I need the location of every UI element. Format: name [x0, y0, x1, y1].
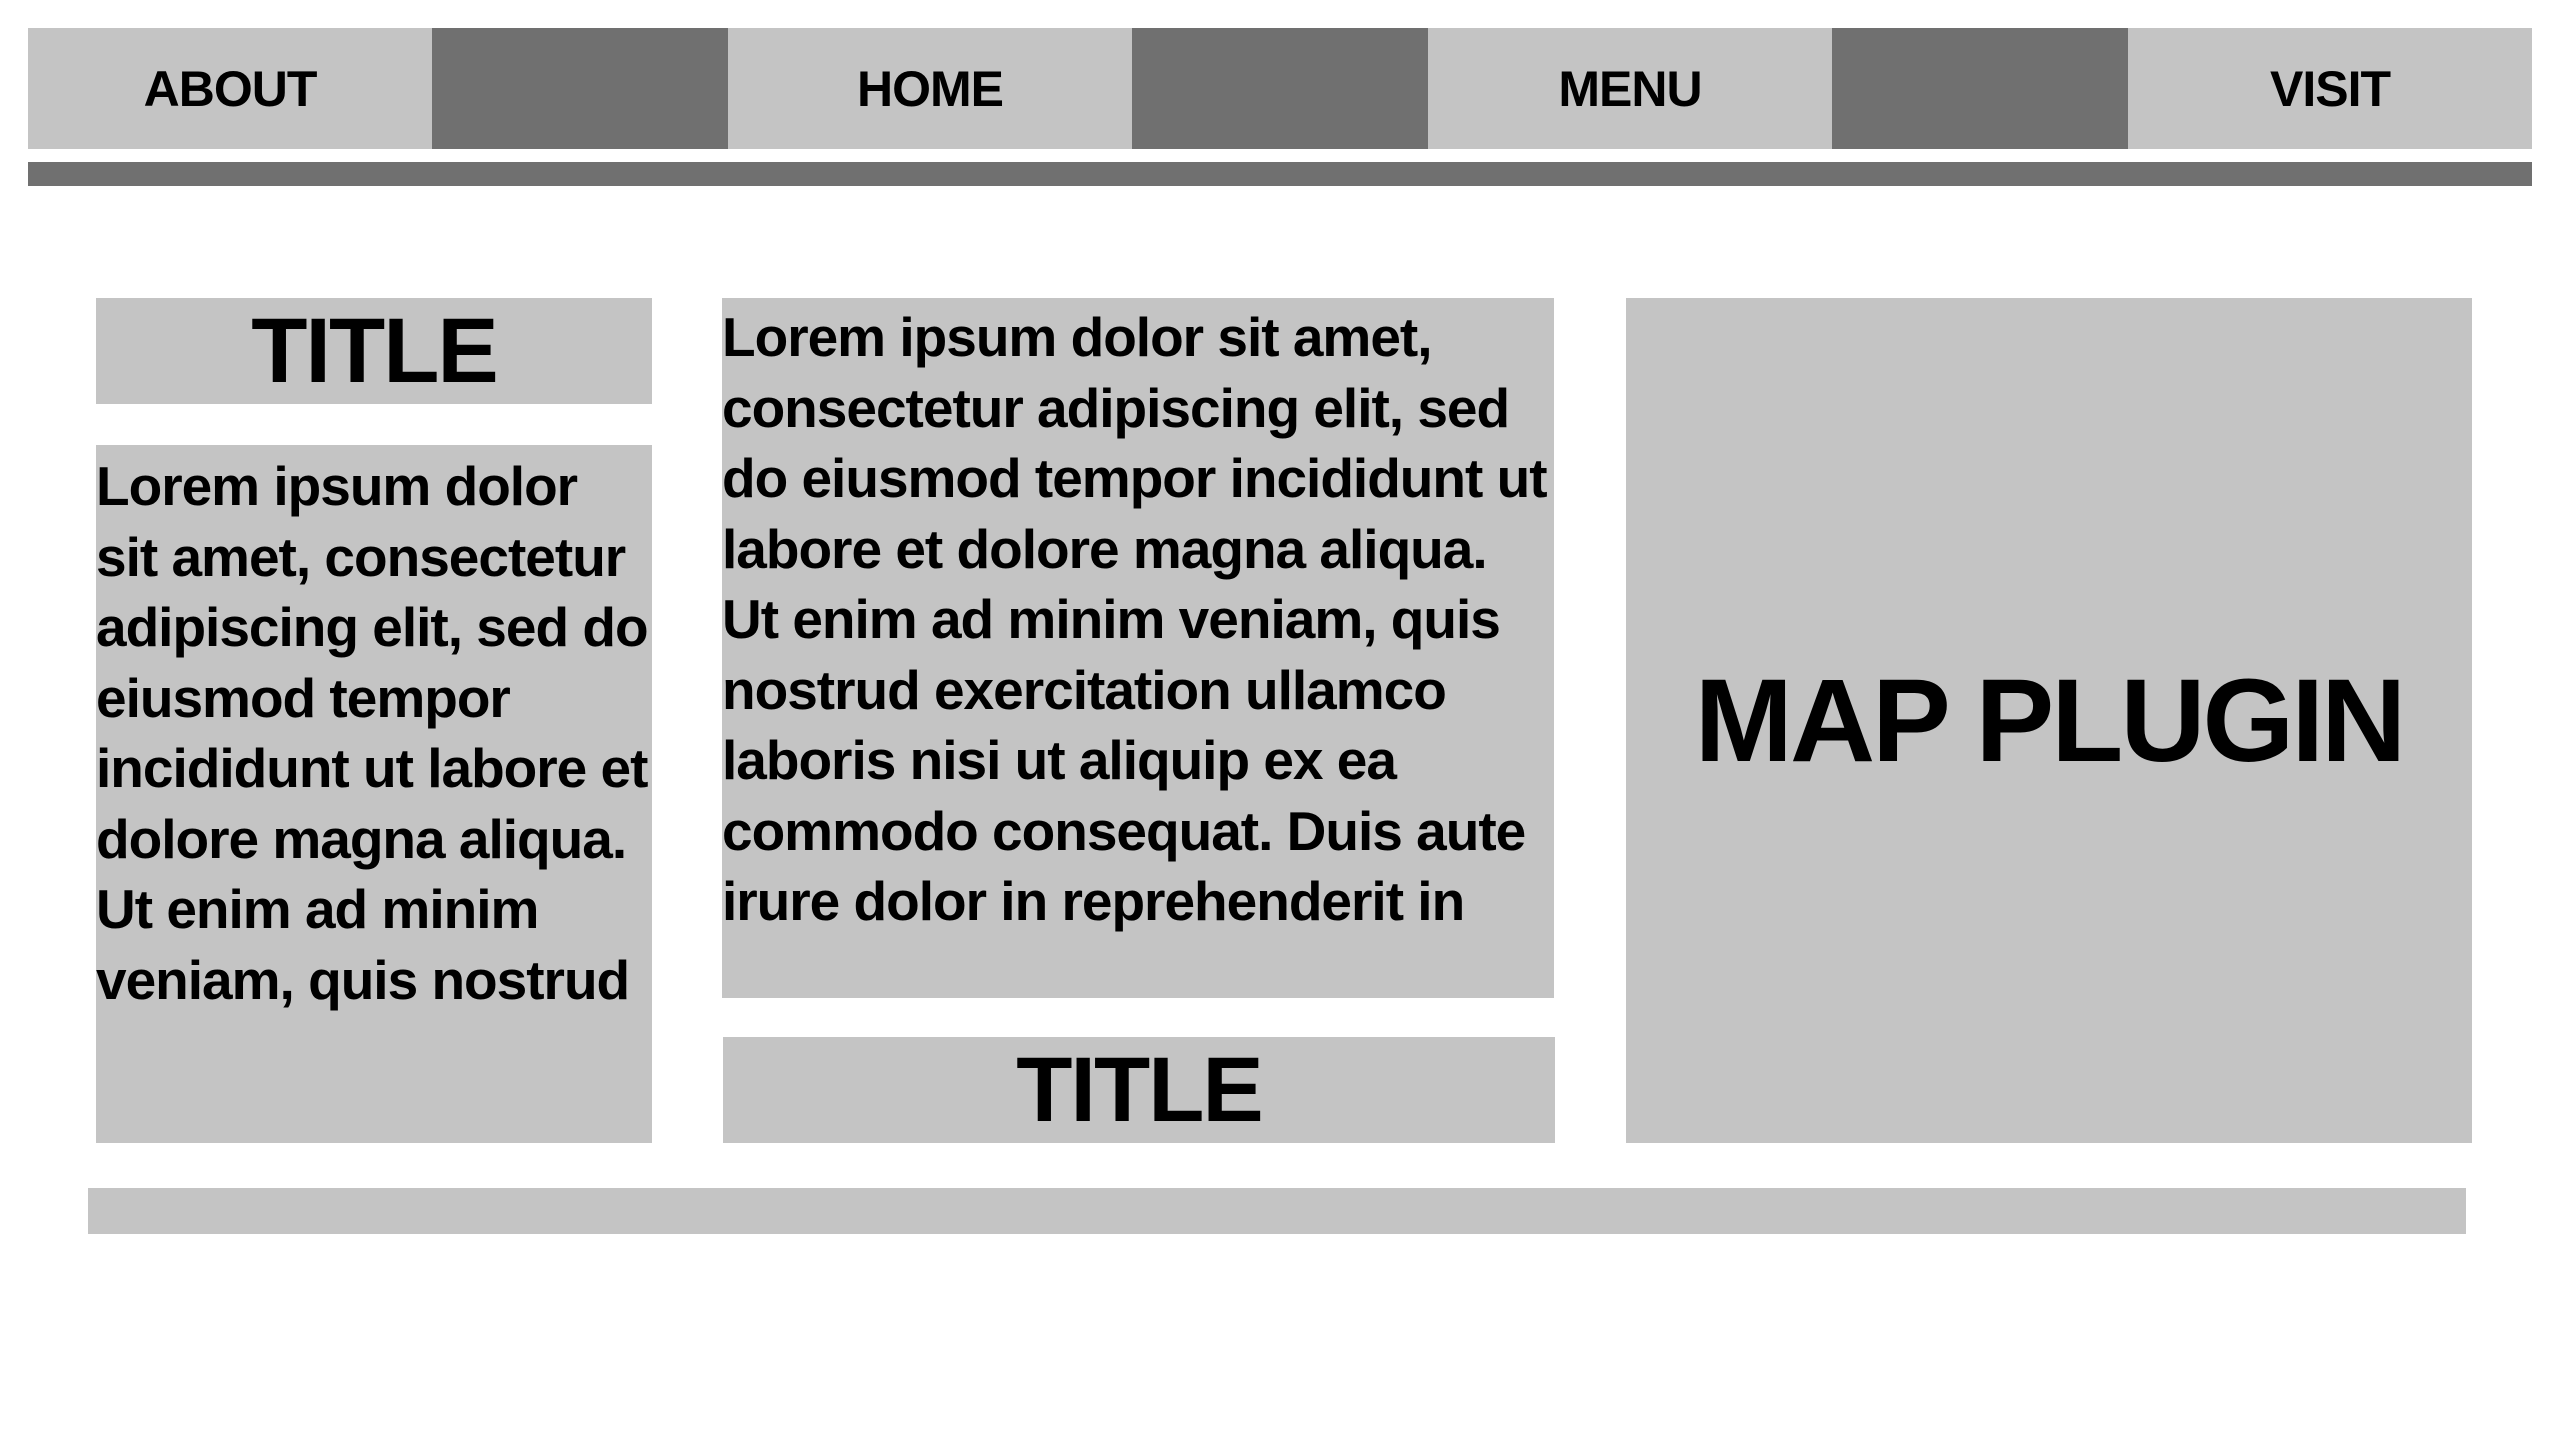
footer-bar [88, 1188, 2466, 1234]
top-nav [28, 28, 2532, 149]
middle-body-text: Lorem ipsum dolor sit amet, consectetur adipiscing elit, sed do eiusmod tempor incididunt ut labore et dolore magna aliqua. Ut enim ad minim veniam, quis nostrud exercitation ullamco laboris nisi ut aliquip ex ea commodo consequat. Duis aute irure dolor in reprehenderit in [722, 298, 1554, 998]
nav-item-menu[interactable]: MENU [1428, 28, 1832, 149]
left-body-text: Lorem ipsum dolor sit amet, consectetur adipiscing elit, sed do eiusmod tempor incididunt ut labore et dolore magna aliqua. Ut enim ad minim veniam, quis nostrud [96, 445, 652, 1143]
left-title: TITLE [96, 298, 652, 404]
nav-spacer [432, 28, 728, 149]
nav-item-home[interactable]: HOME [728, 28, 1132, 149]
header-divider [28, 162, 2532, 186]
map-plugin-label: MAP PLUGIN [1694, 654, 2404, 787]
nav-spacer [1832, 28, 2128, 149]
nav-item-visit[interactable]: VISIT [2128, 28, 2532, 149]
nav-item-about[interactable]: ABOUT [28, 28, 432, 149]
middle-title: TITLE [723, 1037, 1555, 1143]
nav-spacer [1132, 28, 1428, 149]
map-plugin-placeholder[interactable] [1626, 298, 2472, 1143]
